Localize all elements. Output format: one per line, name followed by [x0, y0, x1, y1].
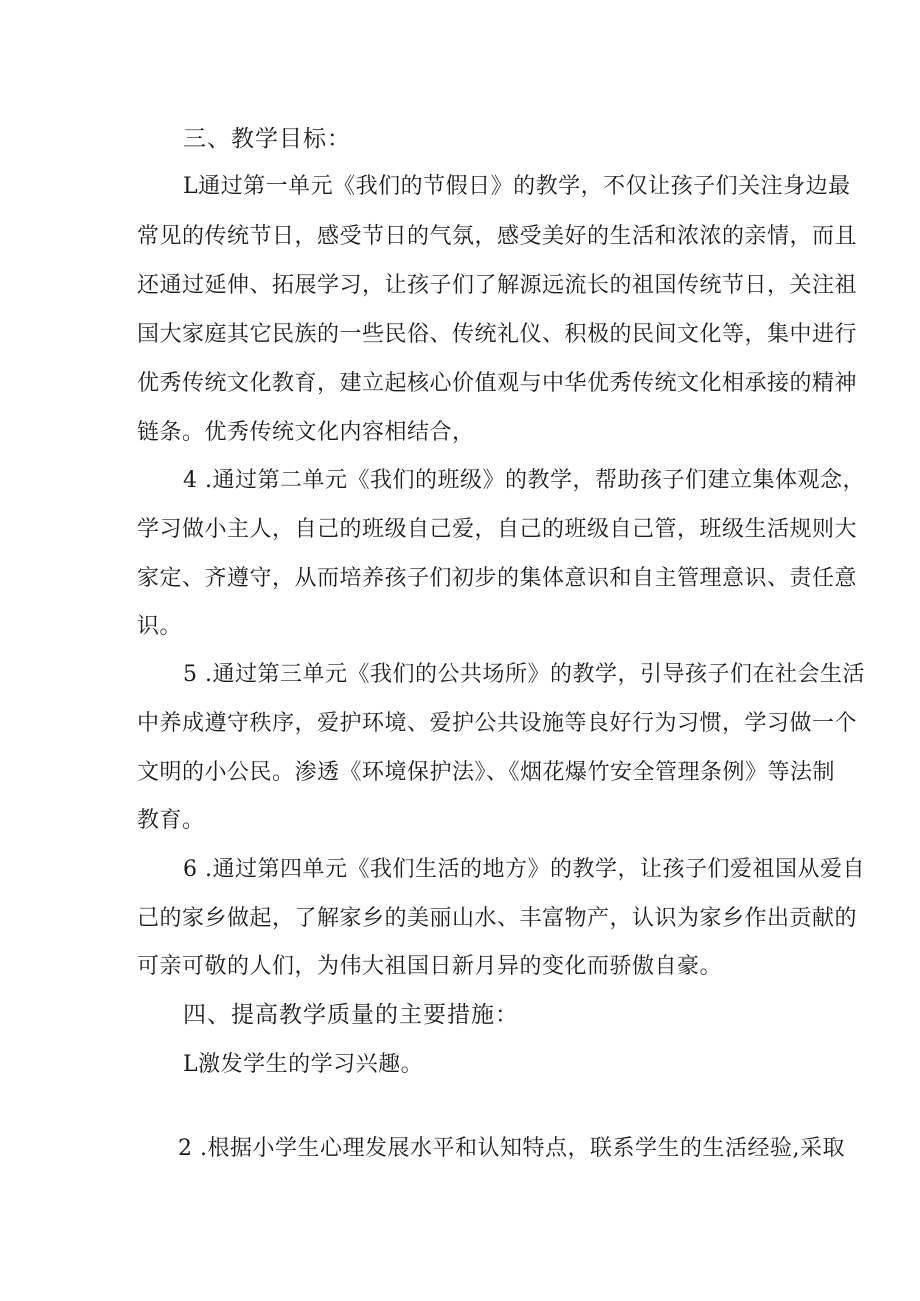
paragraph-line: 国大家庭其它民族的一些民俗、传统礼仪、积极的民间文化等，集中进行: [137, 322, 858, 347]
paragraph-line: 还通过延伸、拓展学习，让孩子们了解源远流长的祖国传统节日，关注祖: [137, 273, 858, 298]
paragraph-line: 己的家乡做起，了解家乡的美丽山水、丰富物产，认识为家乡作出贡献的: [137, 906, 858, 931]
section-4-heading: 四、提高教学质量的主要措施：: [183, 1002, 519, 1028]
paragraph-line: L激发学生的学习兴趣。: [183, 1052, 424, 1077]
paragraph-line: 常见的传统节日，感受节日的气氛，感受美好的生活和浓浓的亲情，而且: [137, 224, 858, 249]
paragraph-line: 可亲可敬的人们，为伟大祖国日新月异的变化而骄傲自豪。: [137, 954, 723, 979]
paragraph-line: 文明的小公民。渗透《环境保护法》、《烟花爆竹安全管理条例》等法制: [137, 760, 836, 785]
paragraph-line: L通过第一单元《我们的节假日》的教学，不仅让孩子们关注身边最: [183, 174, 851, 199]
paragraph-line: 链条。优秀传统文化内容相结合，: [137, 420, 475, 445]
paragraph-line: 2 .根据小学生心理发展水平和认知特点，联系学生的生活经验,采取: [178, 1136, 845, 1161]
paragraph-line: 5 .通过第三单元《我们的公共场所》的教学，引导孩子们在社会生活: [183, 662, 865, 687]
paragraph-line: 家定、齐遵守，从而培养孩子们初步的集体意识和自主管理意识、责任意: [137, 566, 858, 591]
paragraph-line: 6 .通过第四单元《我们生活的地方》的教学，让孩子们爱祖国从爱自: [183, 857, 865, 882]
paragraph-line: 优秀传统文化教育，建立起核心价值观与中华优秀传统文化相承接的精神: [137, 371, 858, 396]
paragraph-line: 教育。: [137, 808, 205, 833]
paragraph-line: 中养成遵守秩序，爱护环境、爱护公共设施等良好行为习惯，学习做一个: [137, 711, 858, 736]
paragraph-line: 识。: [137, 614, 183, 639]
paragraph-line: 学习做小主人，自己的班级自己爱，自己的班级自己管，班级生活规则大: [137, 517, 858, 542]
paragraph-line: 4 .通过第二单元《我们的班级》的教学，帮助孩子们建立集体观念，: [183, 468, 865, 493]
section-3-heading: 三、教学目标：: [183, 126, 351, 152]
